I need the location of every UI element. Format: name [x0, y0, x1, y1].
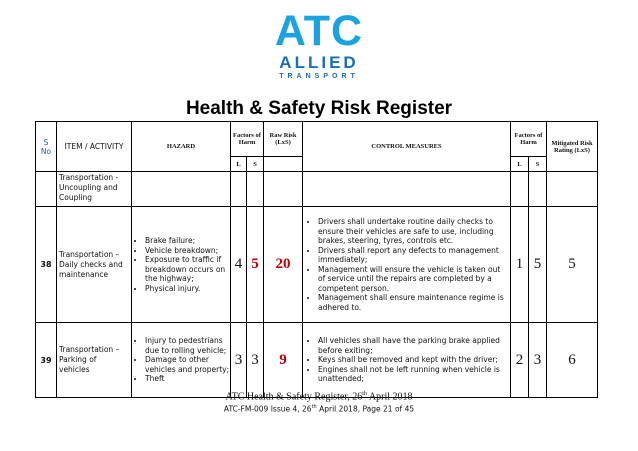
- row-activity: Transportation – Parking of vehicles: [57, 323, 132, 398]
- control-item: • Management will ensure the vehicle is taken out of service until the repairs are completed by a competent person.: [318, 265, 508, 294]
- table-row: [36, 207, 598, 323]
- footer-line2-sup: th: [311, 404, 317, 410]
- row-controls: [303, 207, 511, 323]
- logo-allied-text: ALLIED: [279, 53, 359, 72]
- header-factors-harm: Factors of Harm: [231, 122, 264, 157]
- row-hazards: [132, 207, 231, 323]
- control-item: • Drivers shall report any defects to management immediately;: [318, 246, 508, 265]
- control-item: • Engines shall not be left running when vehicle is unattended;: [318, 365, 508, 384]
- hazard-list: [132, 336, 230, 384]
- row-mitigated-s: 3: [529, 323, 547, 398]
- row-sno: 39: [36, 323, 57, 398]
- risk-register-table: [35, 121, 598, 398]
- footer-line2-post: April 2018, Page 21 of 45: [316, 404, 415, 414]
- row-s: 5: [247, 207, 264, 323]
- hazard-item: • Injury to pedestrians due to rolling vehicle;: [145, 336, 230, 355]
- row-mitigated-l: [511, 172, 529, 207]
- hazard-list: [132, 236, 230, 293]
- row-controls: [303, 172, 511, 207]
- control-list: [305, 336, 508, 384]
- header-raw-risk-blank: [264, 157, 303, 172]
- row-mitigated-risk: 5: [547, 207, 598, 323]
- row-activity: Transportation – Daily checks and maintenance: [57, 207, 132, 323]
- footer-line1-post: April 2018: [366, 391, 413, 403]
- table-row: [36, 323, 598, 398]
- header-mitigated-risk: Mitigated Risk Rating (LxS): [547, 122, 598, 172]
- row-mitigated-risk: [547, 172, 598, 207]
- footer-document-ref: [0, 402, 638, 415]
- page-title: Health & Safety Risk Register: [185, 98, 453, 119]
- row-l: 3: [231, 323, 247, 398]
- row-raw-risk: 20: [264, 207, 303, 323]
- header-raw-risk: Raw Risk (LxS): [264, 122, 303, 157]
- hazard-item: • Theft: [145, 374, 230, 384]
- header-l-2: L: [511, 157, 529, 172]
- row-controls: [303, 323, 511, 398]
- footer-line1-sup: th: [362, 391, 367, 397]
- row-raw-risk: 9: [264, 323, 303, 398]
- row-s: [247, 172, 264, 207]
- control-list: [305, 217, 508, 312]
- row-mitigated-s: [529, 172, 547, 207]
- logo-atc-text: ATC: [274, 7, 364, 55]
- header-factors-harm-2: Factors of Harm: [511, 122, 547, 157]
- header-sno-bottom: No: [40, 146, 52, 156]
- header-item-activity: ITEM / ACTIVITY: [57, 122, 132, 172]
- footer-line2-text: ATC-FM-009 Issue 4, 26: [223, 404, 312, 414]
- header-s-2: S: [529, 157, 547, 172]
- row-sno: 38: [36, 207, 57, 323]
- row-s: 3: [247, 323, 264, 398]
- hazard-item: • Vehicle breakdown;: [145, 246, 230, 256]
- row-l: [231, 172, 247, 207]
- control-item: • Drivers shall undertake routine daily checks to ensure their vehicles are safe to use, including brakes, steering, tyres, controls etc.: [318, 217, 508, 246]
- row-sno: [36, 172, 57, 207]
- row-mitigated-s: 5: [529, 207, 547, 323]
- atc-logo: [270, 8, 368, 84]
- table-header-row: [36, 122, 598, 157]
- row-activity: Transportation - Uncoupling and Coupling: [57, 172, 132, 207]
- row-raw-risk: [264, 172, 303, 207]
- header-hazard: HAZARD: [132, 122, 231, 172]
- header-sno-top: S: [43, 137, 49, 147]
- hazard-item: • Brake failure;: [145, 236, 230, 246]
- hazard-item: • Exposure to traffic if breakdown occurs on the highway;: [145, 255, 230, 284]
- header-l: L: [231, 157, 247, 172]
- hazard-item: • Damage to other vehicles and property;: [145, 355, 230, 374]
- header-control-measures: CONTROL MEASURES: [303, 122, 511, 172]
- row-l: 4: [231, 207, 247, 323]
- control-item: • Management shall ensure maintenance regime is adhered to.: [318, 293, 508, 312]
- row-hazards: [132, 323, 231, 398]
- logo-transport-text: TRANSPORT: [279, 73, 359, 80]
- footer-line1-text: ATC Health & Safety Register, 26: [225, 391, 363, 403]
- header-s: S: [247, 157, 264, 172]
- table-row: [36, 172, 598, 207]
- control-item: • All vehicles shall have the parking brake applied before exiting;: [318, 336, 508, 355]
- row-hazards: [132, 172, 231, 207]
- control-item: • Keys shall be removed and kept with the driver;: [318, 355, 508, 365]
- hazard-item: • Physical injury.: [145, 284, 230, 294]
- row-mitigated-l: 1: [511, 207, 529, 323]
- row-mitigated-l: 2: [511, 323, 529, 398]
- header-sno: [36, 122, 57, 172]
- row-mitigated-risk: 6: [547, 323, 598, 398]
